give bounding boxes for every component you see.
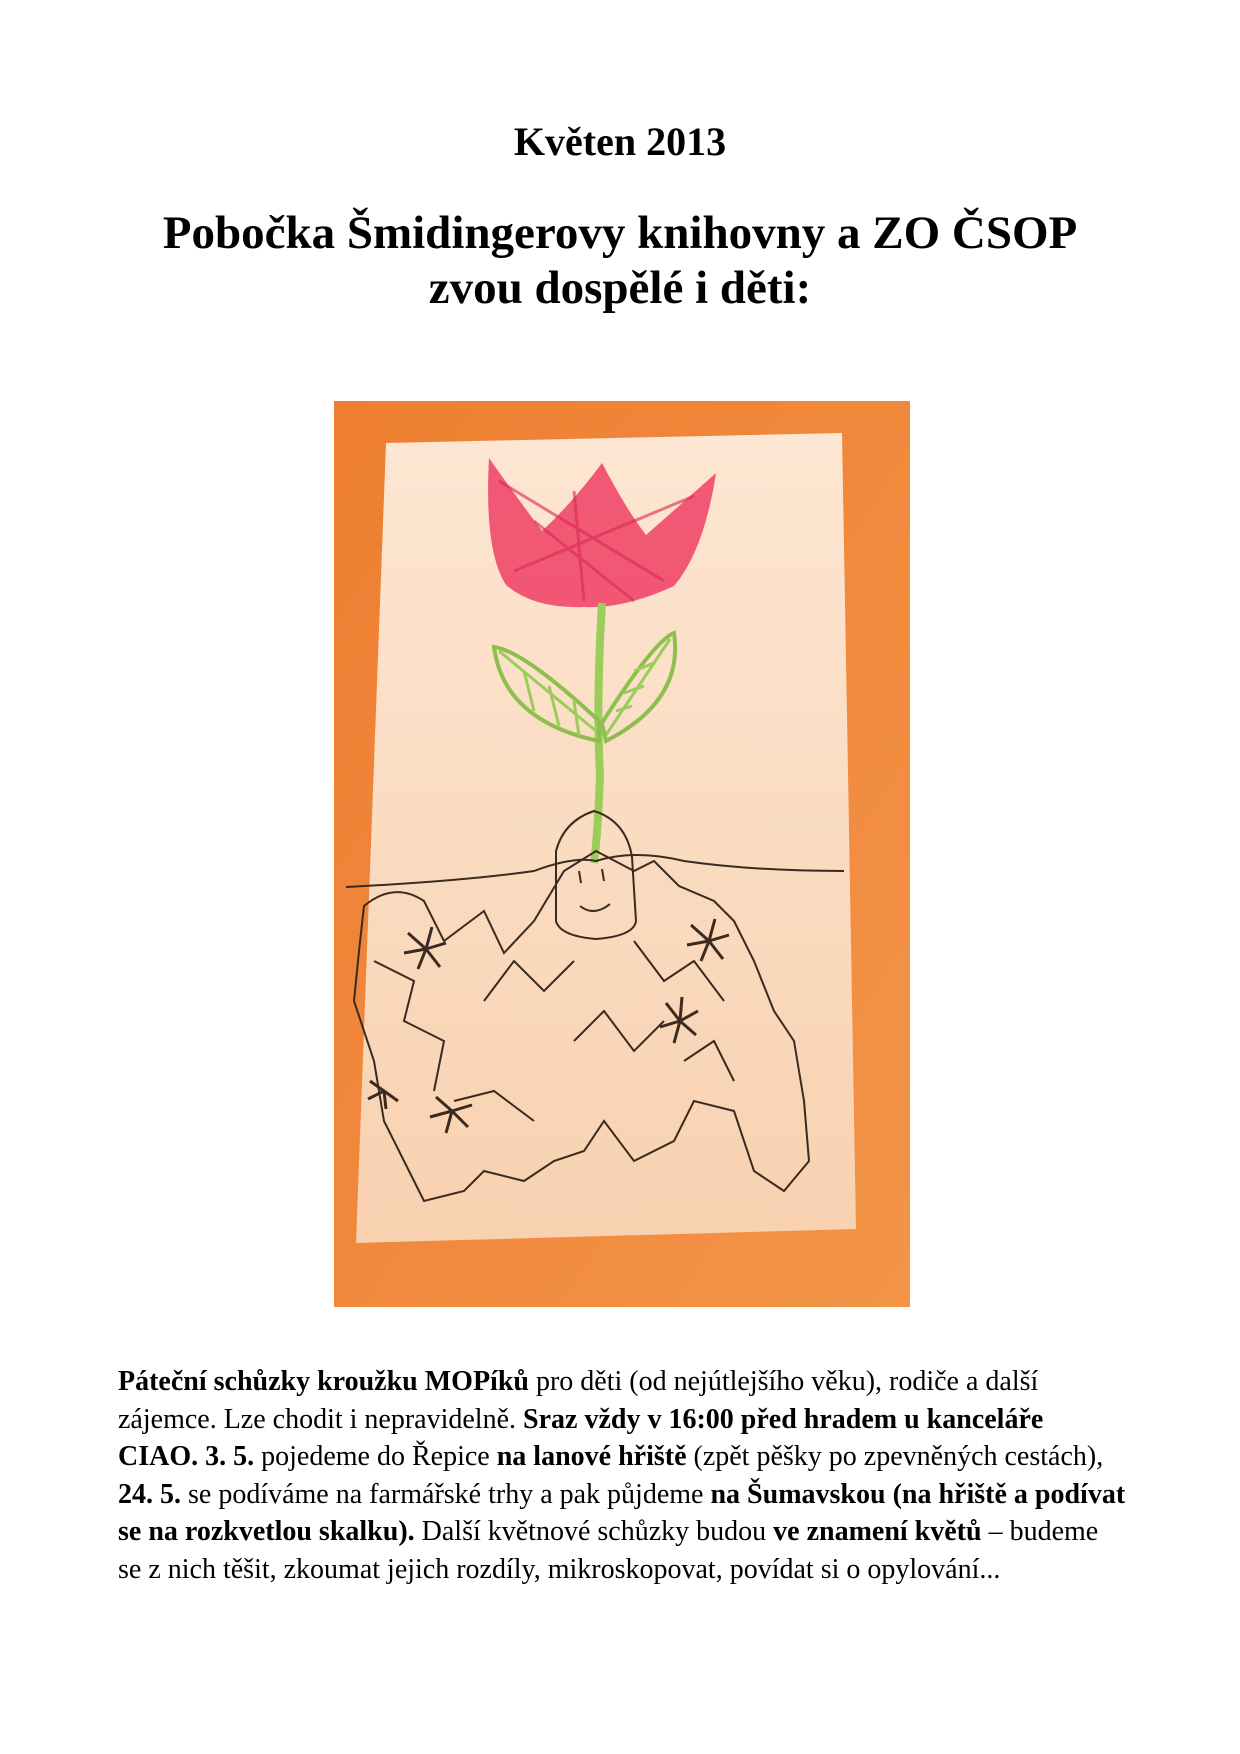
description-segment: 24. 5. (118, 1478, 181, 1510)
invitation-title-line-1: Pobočka Šmidingerovy knihovny a ZO ČSOP (162, 207, 1078, 259)
description-segment: – budeme se z nich těšit, zkoumat jejich rozdíly, mikroskopovat, povídat si o opylování... (118, 1516, 1099, 1585)
description-segment: se podíváme na farmářské trhy a pak půjdeme (181, 1478, 711, 1510)
issue-date: Květen 2013 (513, 119, 727, 164)
event-description (118, 1363, 1128, 1588)
description-segment: Další květnové schůzky budou (414, 1516, 774, 1547)
description-segment: pojedeme do Řepice (254, 1441, 497, 1472)
tulip-drawing-photo (334, 401, 910, 1307)
description-segment: pro děti (od nejútlejšího věku), rodiče a další zájemce. Lze chodit i nepravidelně. (118, 1366, 1039, 1435)
description-segment: na Šumavskou (na hřiště a podívat se na rozkvetlou skalku). (118, 1478, 1126, 1547)
invitation-title-line-2: zvou dospělé i děti: (428, 262, 812, 314)
invitation-title (0, 206, 1240, 316)
description-segment: Sraz vždy v 16:00 před hradem u kanceláře CIAO. 3. 5. (118, 1403, 1044, 1472)
description-segment: ve znamení květů (773, 1516, 982, 1547)
description-segment: na lanové hřiště (496, 1441, 687, 1472)
description-segment: Páteční schůzky kroužku MOPíků (118, 1366, 529, 1397)
description-segment: (zpět pěšky po zpevněných cestách), (686, 1441, 1104, 1472)
child-drawing-tulip-with-roots-icon (334, 401, 910, 1307)
